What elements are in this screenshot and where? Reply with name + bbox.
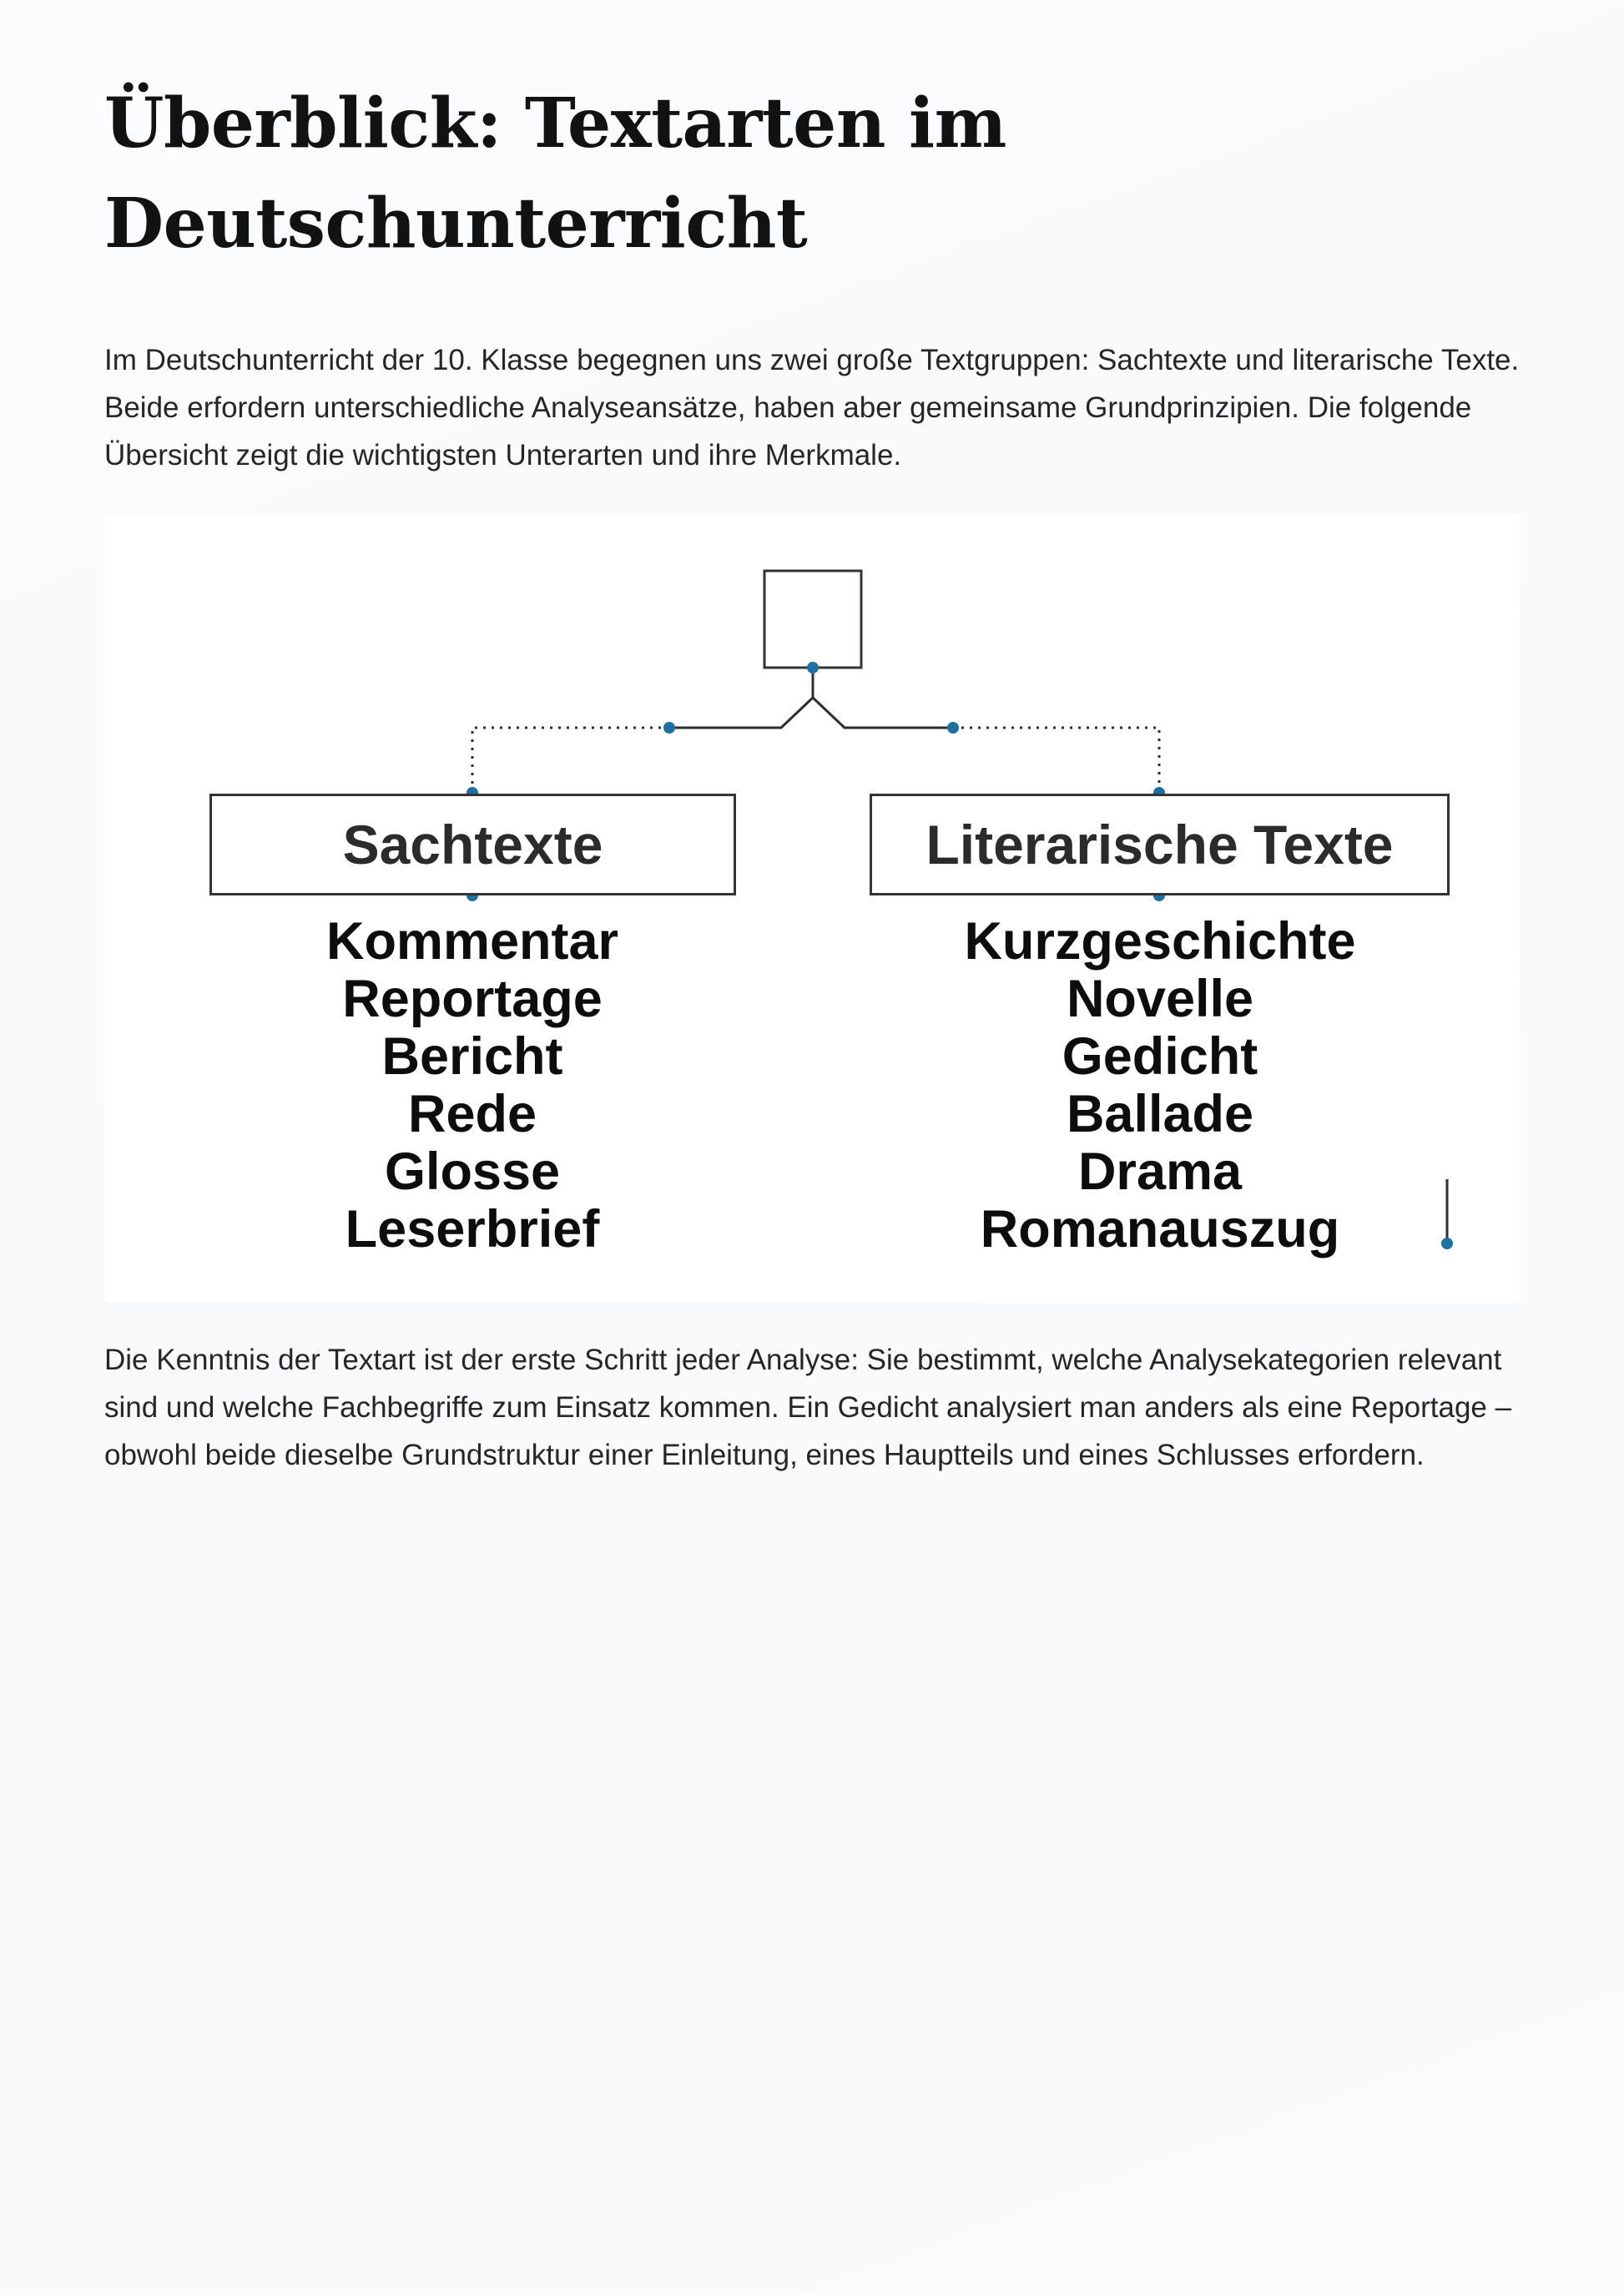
text-type-item: Novelle — [1066, 970, 1254, 1028]
text-type-item: Ballade — [1066, 1085, 1254, 1143]
text-type-item: Drama — [1077, 1142, 1243, 1201]
text-type-item: Kommentar — [325, 912, 619, 971]
literarische-texte-type-list — [910, 913, 1410, 1258]
text-type-item: Leserbrief — [345, 1200, 600, 1258]
sachtexte-type-list — [264, 913, 681, 1258]
connector-dot — [1441, 1238, 1453, 1249]
outro-paragraph: Die Kenntnis der Textart ist der erste Schritt jeder Analyse: Sie bestimmt, welche Analysekategorien relevant sind und welche Fachbegriffe zum Einsatz kommen. Ein Gedicht analysiert man anders als eine Reportage – obwohl beide dieselbe Grundstruktur einer Einleitung, eines Hauptteils und eines Schlusses erfordern. — [104, 1344, 1512, 1471]
category-sachtexte: Sachtexte — [209, 794, 736, 895]
page-title: Überblick: Textarten im Deutschunterricht — [104, 83, 1006, 264]
root-fork — [669, 698, 953, 728]
branch-left — [472, 728, 669, 793]
connector-dot — [807, 662, 819, 673]
category-literarische-texte: Literarische Texte — [870, 794, 1450, 895]
text-type-item: Reportage — [342, 970, 603, 1028]
connector-dot — [947, 722, 959, 734]
text-type-diagram — [104, 514, 1520, 1303]
text-type-item: Rede — [407, 1085, 537, 1143]
root-node — [764, 571, 861, 668]
text-type-item: Glosse — [384, 1142, 561, 1201]
intro-paragraph: Im Deutschunterricht der 10. Klasse begegnen uns zwei große Textgruppen: Sachtexte und literarische Texte. Beide erfordern unterschiedliche Analyseansätze, haben aber gemeinsame Grundprinzipien. Die folgende Übersicht zeigt die wichtigsten Unterarten und ihre Merkmale. — [104, 344, 1520, 472]
text-type-item: Romanauszug — [980, 1200, 1340, 1258]
text-type-item: Bericht — [381, 1027, 563, 1086]
text-type-item: Gedicht — [1062, 1027, 1258, 1086]
text-type-item: Kurzgeschichte — [964, 912, 1356, 971]
connector-dot — [663, 722, 675, 734]
branch-right — [953, 728, 1159, 793]
